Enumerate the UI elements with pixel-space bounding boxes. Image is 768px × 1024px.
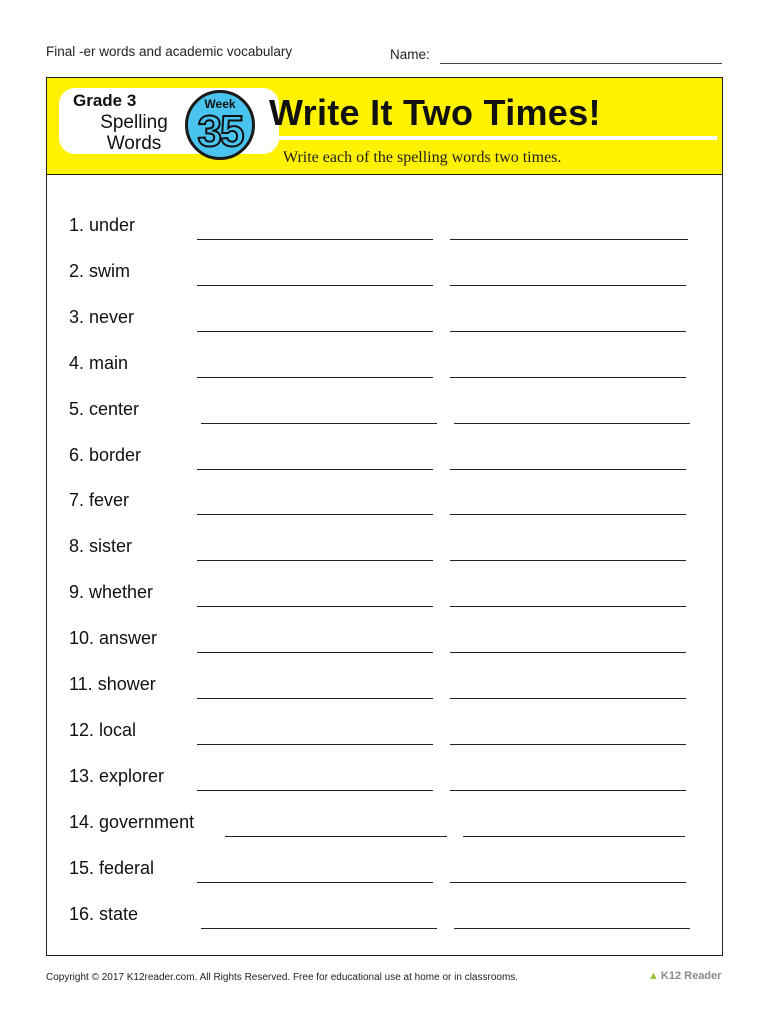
spelling-word: 8. sister: [69, 536, 133, 557]
spelling-word: 5. center: [69, 398, 140, 419]
write-line-second[interactable]: [454, 423, 690, 424]
write-line-second[interactable]: [450, 606, 686, 607]
name-label: Name:: [390, 47, 430, 62]
instructions: Write each of the spelling words two times.: [283, 149, 562, 166]
write-line-first[interactable]: [197, 744, 433, 745]
write-line-first[interactable]: [201, 423, 437, 424]
word-row: [47, 261, 722, 291]
word-row: [47, 628, 722, 658]
write-line-first[interactable]: [225, 836, 447, 837]
write-line-first[interactable]: [197, 514, 433, 515]
spelling-line-1: Spelling: [100, 112, 168, 133]
write-line-first[interactable]: [197, 331, 433, 332]
spelling-word: 6. border: [69, 444, 142, 465]
write-line-second[interactable]: [450, 882, 686, 883]
copyright-text: Copyright © 2017 K12reader.com. All Rights Reserved. Free for educational use at home or in classrooms.: [46, 972, 519, 983]
write-line-first[interactable]: [197, 377, 433, 378]
k12reader-logo: [648, 970, 721, 982]
word-row: [47, 353, 722, 383]
write-line-second[interactable]: [450, 652, 686, 653]
word-row: [47, 399, 722, 429]
word-row: [47, 766, 722, 796]
spelling-word: 1. under: [69, 215, 136, 235]
week-label: Week: [204, 97, 236, 111]
write-line-second[interactable]: [450, 514, 686, 515]
word-row: [47, 445, 722, 475]
word-list: [47, 78, 722, 955]
write-line-first[interactable]: [197, 239, 433, 240]
worksheet: [46, 77, 723, 956]
write-line-second[interactable]: [450, 377, 686, 378]
spelling-word: 9. whether: [69, 582, 154, 603]
write-line-first[interactable]: [197, 606, 433, 607]
write-line-second[interactable]: [463, 836, 685, 837]
write-line-second[interactable]: [450, 698, 686, 699]
word-row: [47, 307, 722, 337]
week-number: 35: [197, 107, 243, 156]
write-line-second[interactable]: [450, 331, 686, 332]
spelling-word: 13. explorer: [69, 765, 165, 786]
write-line-first[interactable]: [197, 790, 433, 791]
write-line-second[interactable]: [450, 790, 686, 791]
book-icon: ▲: [648, 970, 659, 982]
write-line-first[interactable]: [197, 882, 433, 883]
word-row: [47, 490, 722, 520]
name-write-line[interactable]: [440, 63, 722, 64]
grade-label: Grade 3: [73, 91, 137, 110]
write-line-first[interactable]: [197, 652, 433, 653]
word-row: [47, 904, 722, 934]
word-row: [47, 720, 722, 750]
write-line-second[interactable]: [450, 285, 686, 286]
topic-label: Final -er words and academic vocabulary: [46, 44, 293, 59]
spelling-word: 3. never: [69, 306, 135, 327]
spelling-line-2: Words: [106, 133, 162, 154]
spelling-word: 11. shower: [69, 674, 156, 694]
spelling-word: 10. answer: [69, 628, 158, 649]
spelling-word: 4. main: [69, 352, 129, 373]
word-row: [47, 582, 722, 612]
spelling-word: 16. state: [69, 903, 139, 924]
write-line-second[interactable]: [450, 469, 686, 470]
logo-text: K12 Reader: [660, 970, 722, 982]
spelling-word: 7. fever: [69, 490, 130, 511]
word-row: [47, 674, 722, 704]
word-row: [47, 215, 722, 245]
write-line-first[interactable]: [197, 698, 433, 699]
write-line-second[interactable]: [450, 239, 688, 240]
write-line-first[interactable]: [197, 560, 433, 561]
write-line-second[interactable]: [450, 744, 686, 745]
write-line-first[interactable]: [197, 469, 433, 470]
word-row: [47, 536, 722, 566]
word-row: [47, 812, 722, 842]
word-row: [47, 858, 722, 888]
write-line-first[interactable]: [201, 928, 437, 929]
write-line-first[interactable]: [197, 285, 433, 286]
spelling-word: 15. federal: [69, 857, 155, 878]
write-line-second[interactable]: [450, 560, 686, 561]
write-line-second[interactable]: [454, 928, 690, 929]
spelling-word: 12. local: [69, 719, 137, 740]
spelling-word: 2. swim: [69, 260, 131, 281]
page-title: Write It Two Times!: [269, 92, 601, 133]
spelling-word: 14. government: [69, 811, 195, 832]
